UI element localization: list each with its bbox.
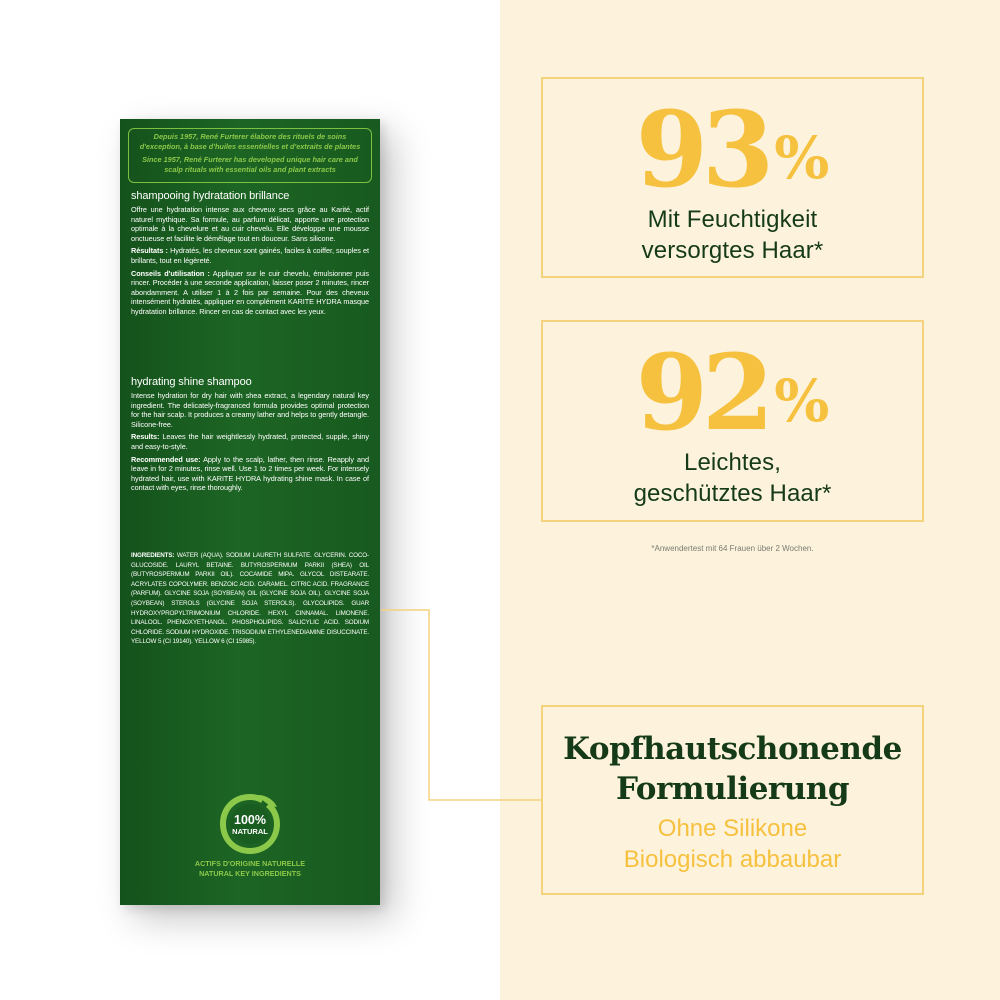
english-description: Intense hydration for dry hair with shea extract, a legendary natural key ingredient. The delicately-fragranced formula provides optimal protection for the hair scalp. It produces a creamy lather and helps to gently detangle. Silicone-free. [131,391,369,429]
english-usage-text: Apply to the scalp, lather, then rinse. Reapply and leave in for 2 minutes, rinse well. Use 1 to 2 times per week. For intensely hydrated hair, use with KARITE HYDRA hydrating shine mask. In case of contact with eyes, rinse thoroughly. [131,454,369,493]
french-results-label: Résultats : [131,246,168,256]
stat-caption-moisture [543,204,922,266]
feature-biodegradable: Biologisch abbaubar [623,846,842,873]
stat-box-protected [541,320,924,522]
english-section [131,376,369,496]
badge-word: NATURAL [232,827,268,836]
stat-caption-protected [543,447,922,509]
english-title: hydrating shine shampoo [131,376,252,388]
ingredients-label: INGREDIENTS: [131,552,175,559]
stat-number-protected [543,331,922,454]
french-results-text: Hydratés, les cheveux sont gainés, faciles à coiffer, souples et brillants, tout en légèreté. [131,246,369,265]
french-section [131,190,369,320]
ingredients-list [131,551,369,647]
stat-box-moisture [541,77,924,278]
french-title: shampooing hydratation brillance [131,190,290,202]
french-usage-text: Appliquer sur le cuir chevelu, émulsionner puis rincer. Procéder à une seconde application, laisser poser 2 minutes, rincer abondamment. A utiliser 1 à 2 fois par semaine. Pour des cheveux intensément hydratés, appliquer en complément KARITE HYDRA masque hydratation brillance. Rincer en cas de contact avec les yeux. [131,268,369,316]
english-results [131,432,369,451]
stat-value-moisture: 93 [635,88,769,211]
natural-leaf-badge-icon [214,791,286,857]
brand-intro-en: Since 1957, René Furterer has developed unique hair care and scalp rituals with essential oils and plant extracts [142,155,358,174]
french-results [131,246,369,265]
brand-intro-fr: Depuis 1957, René Furterer élabore des rituels de soins d'exception, à base d'huiles essentielles et d'extraits de plantes [139,132,361,151]
stat-caption-protected-line1: Leichtes, [684,449,781,476]
product-box-back [120,119,380,905]
study-footnote: *Anwendertest mit 64 Frauen über 2 Wochen. [651,544,814,553]
natural-caption [170,859,330,878]
french-usage [131,269,369,317]
feature-title [543,729,922,809]
stat-percent-sign-moisture: % [774,124,830,192]
brand-intro-frame [128,128,372,183]
french-description: Offre une hydratation intense aux cheveux secs grâce au Karité, actif naturel mythique. Sa formule, au parfum délicat, apporte une protection optimale à la chevelure et au cuir chevelu. Elle développe une mousse onctueuse et facilite le démêlage tout en douceur. Sans silicone. [131,205,369,243]
english-usage [131,455,369,493]
feature-title-line2: Formulierung [615,771,850,807]
feature-title-line1: Kopfhautschonende [563,731,902,767]
stat-caption-protected-line2: geschütztes Haar* [633,480,832,507]
stat-percent-sign-protected: % [774,367,830,435]
natural-caption-en: NATURAL KEY INGREDIENTS [199,868,301,878]
english-results-label: Results: [131,432,160,442]
badge-percent: 100% [234,813,266,827]
stat-caption-moisture-line2: versorgtes Haar* [641,237,824,264]
feature-box-formulation [541,705,924,895]
stat-value-protected: 92 [635,331,769,454]
natural-caption-fr: ACTIFS D'ORIGINE NATURELLE [194,859,306,868]
ingredients-text: WATER (AQUA). SODIUM LAURETH SULFATE. GLYCERIN. COCO-GLUCOSIDE. LAURYL BETAINE. BUTYROSPERMUM PARKII (SHEA) OIL (BUTYROSPERMUM PARKII OIL). COCAMIDE MIPA. GLYCOL DISTEARATE. ACRYLATES COPOLYMER. BENZOIC ACID. CARAMEL. CITRIC ACID. FRAGRANCE (PARFUM). GLYCINE SOJA (SOYBEAN) OIL (GLYCINE SOJA OIL). GLYCINE SOJA (SOYBEAN) STEROLS (GLYCINE SOJA STEROLS). GLYCOLIPIDS. GUAR HYDROXYPROPYLTRIMONIUM CHLORIDE. HEXYL CINNAMAL. LIMONENE. LINALOOL. PHENOXYETHANOL. PHOSPHOLIPIDS. SALICYLIC ACID. SODIUM CHLORIDE. SODIUM HYDROXIDE. TRISODIUM ETHYLENEDIAMINE DISUCCINATE. YELLOW 5 (CI 19140). YELLOW 6 (CI 15985). [131,552,369,646]
english-results-text: Leaves the hair weightlessly hydrated, protected, supple, shiny and easy-to-style. [131,432,369,451]
english-usage-label: Recommended use: [131,454,201,464]
stat-number-moisture [543,88,922,211]
feature-silicone-free: Ohne Silikone [657,815,808,842]
stat-caption-moisture-line1: Mit Feuchtigkeit [647,206,818,233]
french-usage-label: Conseils d'utilisation : [131,268,210,278]
